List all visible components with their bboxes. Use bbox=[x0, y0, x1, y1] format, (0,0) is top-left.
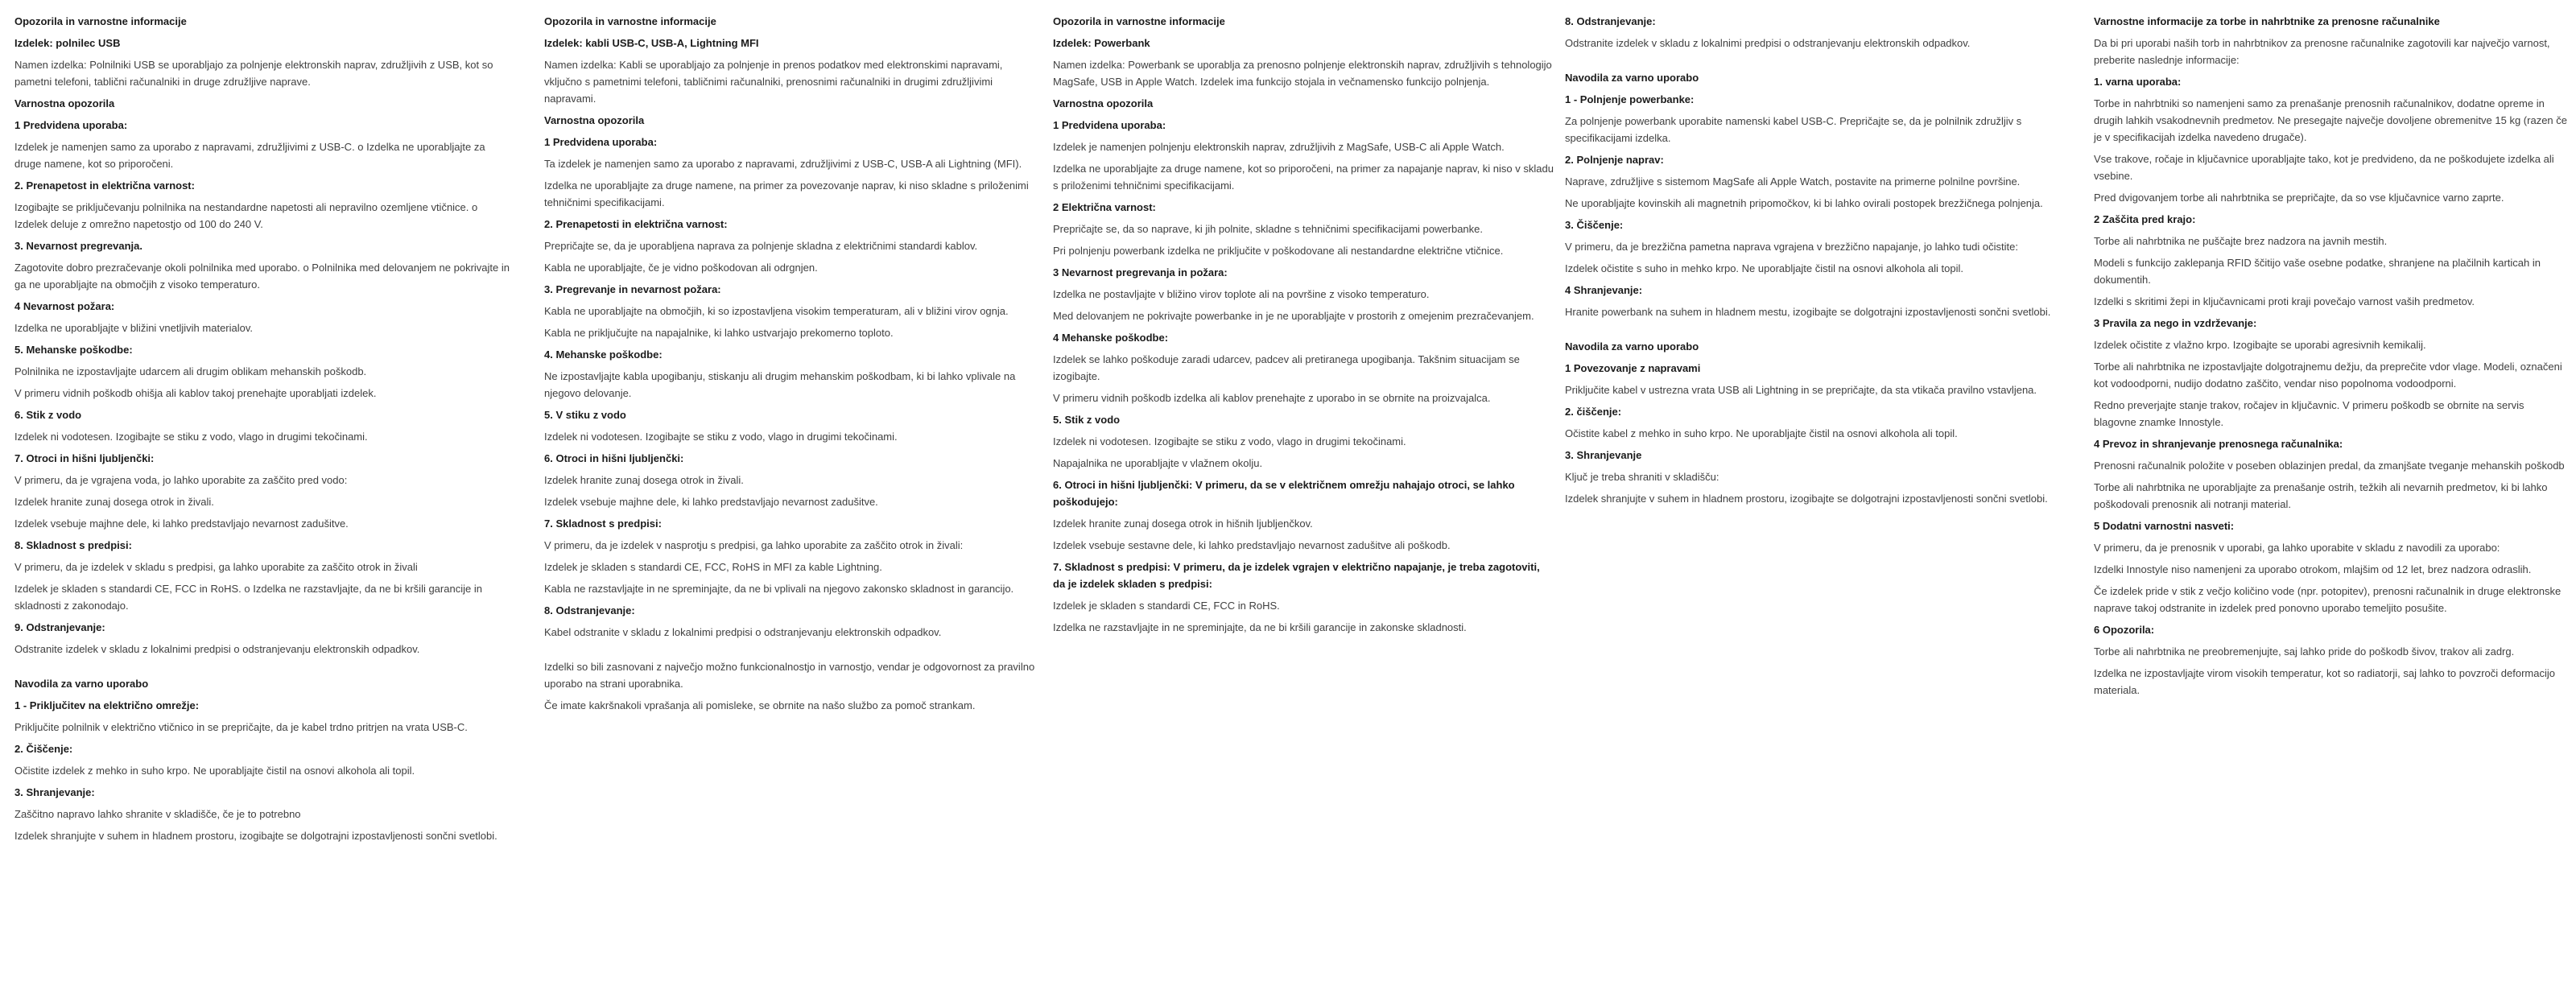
paragraph: Izdelek očistite z vlažno krpo. Izogibajte se uporabi agresivnih kemikalij. bbox=[2094, 339, 2426, 351]
paragraph: Izdelek vsebuje majhne dele, ki lahko predstavljajo nevarnost zadušitve. bbox=[544, 496, 878, 508]
paragraph: Izdelek vsebuje majhne dele, ki lahko predstavljajo nevarnost zadušitve. bbox=[14, 517, 349, 530]
paragraph: Da bi pri uporabi naših torb in nahrbtnikov za prenosne računalnike zagotovili kar največjo varnost, preberite naslednje informacije: bbox=[2094, 37, 2550, 66]
section-heading: 3. Shranjevanje bbox=[1565, 449, 1642, 461]
section-heading: Varnostne informacije za torbe in nahrbtnike za prenosne računalnike bbox=[2094, 15, 2440, 27]
paragraph: V primeru, da je izdelek v skladu s predpisi, ga lahko uporabite za zaščito otrok in živali bbox=[14, 561, 418, 573]
document-column-powerbank-usage bbox=[1565, 13, 2070, 512]
paragraph: Kabla ne uporabljajte, če je vidno poškodovan ali odrgnjen. bbox=[544, 262, 818, 274]
section-heading: 8. Skladnost s predpisi: bbox=[14, 539, 132, 551]
section-heading: Izdelek: kabli USB-C, USB-A, Lightning MFI bbox=[544, 37, 759, 49]
paragraph: Kabla ne uporabljajte na območjih, ki so izpostavljena visokim temperaturam, ali v bližini virov ognja. bbox=[544, 305, 1009, 317]
paragraph: Vse trakove, ročaje in ključavnice uporabljajte tako, kot je predvideno, da ne poškodujete izdelka ali vsebine. bbox=[2094, 153, 2554, 182]
paragraph: Namen izdelka: Powerbank se uporablja za prenosno polnjenje elektronskih naprav, združljivih s tehnologijo MagSafe, USB in Apple Watch. Izdelek ima funkcijo stojala in večnamensko funkcijo polnjenja. bbox=[1053, 59, 1552, 88]
section-heading: 7. Otroci in hišni ljubljenčki: bbox=[14, 452, 155, 464]
section-heading: Varnostna opozorila bbox=[1053, 97, 1154, 109]
section-heading: 8. Odstranjevanje: bbox=[1565, 15, 1656, 27]
paragraph: Izdelek shranjujte v suhem in hladnem prostoru, izogibajte se dolgotrajni izpostavljenosti sončni svetlobi. bbox=[14, 830, 497, 842]
paragraph: Prenosni računalnik položite v poseben oblazinjen predal, da zmanjšate tveganje mehanskih poškodb bbox=[2094, 460, 2565, 472]
section-heading: 1. varna uporaba: bbox=[2094, 76, 2182, 88]
paragraph: Izdelek je namenjen polnjenju elektronskih naprav, združljivih z MagSafe, USB-C ali Apple Watch. bbox=[1053, 141, 1505, 153]
document-column-powerbank bbox=[1053, 13, 1554, 641]
section-heading: 1 - Polnjenje powerbanke: bbox=[1565, 93, 1695, 105]
paragraph: Izdelki Innostyle niso namenjeni za uporabo otrokom, mlajšim od 12 let, brez nadzora odraslih. bbox=[2094, 563, 2532, 575]
paragraph: Izdelek hranite zunaj dosega otrok in živali. bbox=[544, 474, 744, 486]
section-heading: 4 Shranjevanje: bbox=[1565, 284, 1643, 296]
paragraph: Prepričajte se, da so naprave, ki jih polnite, skladne s tehničnimi specifikacijami powerbanke. bbox=[1053, 223, 1483, 235]
paragraph: Torbe ali nahrbtnika ne puščajte brez nadzora na javnih mestih. bbox=[2094, 235, 2388, 247]
document-column-usb-charger bbox=[14, 13, 514, 849]
section-heading: 6. Otroci in hišni ljubljenčki: bbox=[544, 452, 684, 464]
paragraph: Izdelek hranite zunaj dosega otrok in živali. bbox=[14, 496, 214, 508]
section-heading: 3 Nevarnost pregrevanja in požara: bbox=[1053, 266, 1228, 278]
section-heading: 9. Odstranjevanje: bbox=[14, 621, 105, 633]
paragraph: Izdelek je skladen s standardi CE, FCC in RoHS. bbox=[1053, 600, 1280, 612]
section-heading: 1 Predvidena uporaba: bbox=[1053, 119, 1166, 131]
paragraph: Izdelka ne uporabljajte za druge namene, na primer za povezovanje naprav, ki niso skladne s priloženimi tehničnimi specifikacijami. bbox=[544, 179, 1029, 208]
paragraph: Odstranite izdelek v skladu z lokalnimi predpisi o odstranjevanju elektronskih odpadkov. bbox=[14, 643, 420, 655]
section-heading: 5. V stiku z vodo bbox=[544, 409, 626, 421]
paragraph: Med delovanjem ne pokrivajte powerbanke in je ne uporabljajte v prostorih z omejenim prezračevanjem. bbox=[1053, 310, 1534, 322]
paragraph: Pri polnjenju powerbank izdelka ne priključite v poškodovane ali nestandardne električne vtičnice. bbox=[1053, 245, 1504, 257]
paragraph: Naprave, združljive s sistemom MagSafe ali Apple Watch, postavite na primerne polnilne površine. bbox=[1565, 175, 2021, 188]
paragraph: Namen izdelka: Polnilniki USB se uporabljajo za polnjenje elektronskih naprav, združljivih z USB, kot so pametni telefoni, tablični računalniki in druge združljive naprave. bbox=[14, 59, 493, 88]
paragraph: Izdelek je skladen s standardi CE, FCC, RoHS in MFI za kable Lightning. bbox=[544, 561, 882, 573]
paragraph: Torbe ali nahrbtnika ne izpostavljajte dolgotrajnemu dežju, da preprečite vdor vlage. Modeli, označeni kot vodoodporni, nudijo dodatno zaščito, vendar niso popolnoma vodoodporni. bbox=[2094, 361, 2562, 390]
section-heading: 3. Čiščenje: bbox=[1565, 219, 1624, 231]
paragraph: Izdelki so bili zasnovani z največjo možno funkcionalnostjo in varnostjo, vendar je odgovornost za pravilno uporabo na strani uporabnika. bbox=[544, 661, 1035, 690]
paragraph: Če izdelek pride v stik z večjo količino vode (npr. potopitev), prenosni računalnik in druge elektronske naprave takoj odstranite in izdelek pred ponovno uporabo temeljito posušite. bbox=[2094, 585, 2562, 614]
paragraph: Redno preverjajte stanje trakov, ročajev in ključavnic. V primeru poškodb se obrnite na servis blagovne znamke Innostyle. bbox=[2094, 399, 2524, 428]
section-heading: 1 - Priključitev na električno omrežje: bbox=[14, 699, 200, 711]
section-heading: 6. Stik z vodo bbox=[14, 409, 82, 421]
section-heading: Opozorila in varnostne informacije bbox=[14, 15, 187, 27]
paragraph: Izdelka ne uporabljajte za druge namene, kot so priporočeni, na primer za napajanje naprav, ki niso v skladu s priloženimi tehničnimi specifikacijami. bbox=[1053, 163, 1554, 192]
paragraph: Izdelek je namenjen samo za uporabo z napravami, združljivimi z USB-C. o Izdelka ne uporabljajte za druge namene, kot so priporočeni. bbox=[14, 141, 485, 170]
section-heading: 2 Zaščita pred krajo: bbox=[2094, 213, 2196, 225]
paragraph: Priključite polnilnik v električno vtičnico in se prepričajte, da je kabel trdno pritrjen na vrata USB-C. bbox=[14, 721, 468, 733]
paragraph: Izdelek hranite zunaj dosega otrok in hišnih ljubljenčkov. bbox=[1053, 517, 1313, 530]
section-heading: 5. Mehanske poškodbe: bbox=[14, 344, 133, 356]
paragraph: V primeru, da je brezžična pametna naprava vgrajena v brezžično napajanje, jo lahko tudi očistite: bbox=[1565, 241, 2018, 253]
paragraph: Očistite izdelek z mehko in suho krpo. Ne uporabljajte čistil na osnovi alkohola ali topil. bbox=[14, 765, 415, 777]
section-heading: 3. Shranjevanje: bbox=[14, 786, 95, 798]
document-column-laptop-bags bbox=[2094, 13, 2567, 703]
paragraph: V primeru, da je prenosnik v uporabi, ga lahko uporabite v skladu z navodili za uporabo: bbox=[2094, 542, 2500, 554]
section-heading: Opozorila in varnostne informacije bbox=[544, 15, 716, 27]
paragraph: Polnilnika ne izpostavljajte udarcem ali drugim oblikam mehanskih poškodb. bbox=[14, 365, 367, 377]
section-heading: Opozorila in varnostne informacije bbox=[1053, 15, 1225, 27]
paragraph: V primeru, da je izdelek v nasprotju s predpisi, ga lahko uporabite za zaščito otrok in živali: bbox=[544, 539, 964, 551]
paragraph: Izdelek je skladen s standardi CE, FCC in RoHS. o Izdelka ne razstavljajte, da ne bi kršili garancije in skladnosti z zakonodajo. bbox=[14, 583, 482, 612]
section-heading: Varnostna opozorila bbox=[544, 114, 645, 126]
section-heading: 5. Stik z vodo bbox=[1053, 414, 1121, 426]
paragraph: Izdelka ne uporabljajte v bližini vnetljivih materialov. bbox=[14, 322, 254, 334]
paragraph: Očistite kabel z mehko in suho krpo. Ne uporabljajte čistil na osnovi alkohola ali topil. bbox=[1565, 427, 1958, 439]
section-heading: 2 Električna varnost: bbox=[1053, 201, 1156, 213]
paragraph: Prepričajte se, da je uporabljena naprava za polnjenje skladna z električnimi standardi kablov. bbox=[544, 240, 978, 252]
section-heading: Izdelek: polnilec USB bbox=[14, 37, 121, 49]
section-heading: 2. Prenapetosti in električna varnost: bbox=[544, 218, 728, 230]
paragraph: Izdelka ne postavljajte v bližino virov toplote ali na površine z visoko temperaturo. bbox=[1053, 288, 1430, 300]
section-heading: 8. Odstranjevanje: bbox=[544, 604, 635, 616]
paragraph: Izdelek se lahko poškoduje zaradi udarcev, padcev ali pretiranega upogibanja. Takšnim situacijam se izogibajte. bbox=[1053, 353, 1520, 382]
section-heading: 2. Čiščenje: bbox=[14, 743, 73, 755]
paragraph: Torbe ali nahrbtnika ne preobremenjujte, saj lahko pride do poškodb šivov, trakov ali zadrg. bbox=[2094, 645, 2515, 658]
section-heading: Navodila za varno uporabo bbox=[1565, 340, 1699, 353]
paragraph: V primeru vidnih poškodb izdelka ali kablov prenehajte z uporabo in se obrnite na proizvajalca. bbox=[1053, 392, 1491, 404]
section-heading: 1 Povezovanje z napravami bbox=[1565, 362, 1701, 374]
section-heading: 4 Nevarnost požara: bbox=[14, 300, 115, 312]
paragraph: Priključite kabel v ustrezna vrata USB ali Lightning in se prepričajte, da sta vtikača pravilno vstavljena. bbox=[1565, 384, 2037, 396]
paragraph: Ne uporabljajte kovinskih ali magnetnih pripomočkov, ki bi lahko ovirali postopek brezžičnega polnjenja. bbox=[1565, 197, 2043, 209]
paragraph: Torbe in nahrbtniki so namenjeni samo za prenašanje prenosnih računalnikov, dodatne opreme in drugih lahkih vsakodnevnih predmetov. Ne presegajte največje dovoljene obremenitve 15 kg (razen če je v specifikacijah izdelka navedeno drugače). bbox=[2094, 97, 2567, 143]
document-column-cables bbox=[544, 13, 1038, 719]
paragraph: Izdelek ni vodotesen. Izogibajte se stiku z vodo, vlago in drugimi tekočinami. bbox=[544, 431, 898, 443]
paragraph: V primeru vidnih poškodb ohišja ali kablov takoj prenehajte uporabljati izdelek. bbox=[14, 387, 377, 399]
paragraph: Ključ je treba shraniti v skladišču: bbox=[1565, 471, 1719, 483]
section-heading: 4. Mehanske poškodbe: bbox=[544, 348, 663, 361]
section-heading: 4 Mehanske poškodbe: bbox=[1053, 332, 1169, 344]
paragraph: Kabel odstranite v skladu z lokalnimi predpisi o odstranjevanju elektronskih odpadkov. bbox=[544, 626, 942, 638]
paragraph: Torbe ali nahrbtnika ne uporabljajte za prenašanje ostrih, težkih ali nevarnih predmetov, ki bi lahko poškodovali prenosnik ali notranji material. bbox=[2094, 481, 2548, 510]
paragraph: Izdelek očistite s suho in mehko krpo. Ne uporabljajte čistil na osnovi alkohola ali topil. bbox=[1565, 262, 1963, 274]
paragraph: Kabla ne priključujte na napajalnike, ki lahko ustvarjajo prekomerno toploto. bbox=[544, 327, 894, 339]
section-heading: 7. Skladnost s predpisi: bbox=[544, 517, 662, 530]
paragraph: Izdelek shranjujte v suhem in hladnem prostoru, izogibajte se dolgotrajni izpostavljenosti sončni svetlobi. bbox=[1565, 493, 2048, 505]
section-heading: 2. Prenapetost in električna varnost: bbox=[14, 179, 195, 192]
section-heading: 2. Polnjenje naprav: bbox=[1565, 154, 1664, 166]
paragraph: Izdelki s skritimi žepi in ključavnicami proti kraji povečajo varnost vaših predmetov. bbox=[2094, 295, 2475, 307]
section-heading: 5 Dodatni varnostni nasveti: bbox=[2094, 520, 2235, 532]
section-heading: 4 Prevoz in shranjevanje prenosnega računalnika: bbox=[2094, 438, 2343, 450]
section-heading: 6 Opozorila: bbox=[2094, 624, 2155, 636]
paragraph: Izdelka ne izpostavljajte virom visokih temperatur, kot so radiatorji, saj lahko to povzroči deformacijo materiala. bbox=[2094, 667, 2555, 696]
paragraph: Odstranite izdelek v skladu z lokalnimi predpisi o odstranjevanju elektronskih odpadkov. bbox=[1565, 37, 1971, 49]
paragraph: Ta izdelek je namenjen samo za uporabo z napravami, združljivimi z USB-C, USB-A ali Lightning (MFI). bbox=[544, 158, 1022, 170]
paragraph: Napajalnika ne uporabljajte v vlažnem okolju. bbox=[1053, 457, 1263, 469]
section-heading: Izdelek: Powerbank bbox=[1053, 37, 1150, 49]
section-heading: Navodila za varno uporabo bbox=[14, 678, 149, 690]
paragraph: Ne izpostavljajte kabla upogibanju, stiskanju ali drugim mehanskim poškodbam, ki bi lahko vplivale na njegovo delovanje. bbox=[544, 370, 1016, 399]
section-heading: 1 Predvidena uporaba: bbox=[544, 136, 658, 148]
paragraph: Pred dvigovanjem torbe ali nahrbtnika se prepričajte, da so vse ključavnice varno zaprte. bbox=[2094, 192, 2504, 204]
section-heading: 7. Skladnost s predpisi: V primeru, da je izdelek vgrajen v električno napajanje, je treba zagotoviti, da je izdelek skladen s predpisi: bbox=[1053, 561, 1540, 590]
section-heading: 3. Nevarnost pregrevanja. bbox=[14, 240, 142, 252]
paragraph: V primeru, da je vgrajena voda, jo lahko uporabite za zaščito pred vodo: bbox=[14, 474, 348, 486]
section-heading: 6. Otroci in hišni ljubljenčki: V primeru, da se v električnem omrežju nahajajo otroci, se lahko poškodujejo: bbox=[1053, 479, 1515, 508]
paragraph: Izogibajte se priključevanju polnilnika na nestandardne napetosti ali nepravilno ozemljene vtičnice. o Izdelek deluje z omrežno napetostjo od 100 do 240 V. bbox=[14, 201, 478, 230]
section-heading: Varnostna opozorila bbox=[14, 97, 115, 109]
section-heading: 3 Pravila za nego in vzdrževanje: bbox=[2094, 317, 2257, 329]
paragraph: Hranite powerbank na suhem in hladnem mestu, izogibajte se dolgotrajni izpostavljenosti sončni svetlobi. bbox=[1565, 306, 2051, 318]
paragraph: Izdelka ne razstavljajte in ne spreminjajte, da ne bi kršili garancije in zakonske skladnosti. bbox=[1053, 621, 1467, 633]
paragraph: Kabla ne razstavljajte in ne spreminjajte, da ne bi vplivali na njegovo zakonsko skladnost in garancijo. bbox=[544, 583, 1014, 595]
paragraph: Zaščitno napravo lahko shranite v skladišče, če je to potrebno bbox=[14, 808, 301, 820]
section-heading: 1 Predvidena uporaba: bbox=[14, 119, 128, 131]
paragraph: Namen izdelka: Kabli se uporabljajo za polnjenje in prenos podatkov med elektronskimi napravami, vključno s pametnimi telefoni, tabličnimi računalniki, prenosnimi računalniki in drugimi združljivimi napravami. bbox=[544, 59, 1003, 105]
section-heading: 2. čiščenje: bbox=[1565, 406, 1622, 418]
paragraph: Izdelek vsebuje sestavne dele, ki lahko predstavljajo nevarnost zadušitve ali poškodb. bbox=[1053, 539, 1451, 551]
section-heading: 3. Pregrevanje in nevarnost požara: bbox=[544, 283, 721, 295]
paragraph: Za polnjenje powerbank uporabite namenski kabel USB-C. Prepričajte se, da je polnilnik združljiv s specifikacijami izdelka. bbox=[1565, 115, 2022, 144]
section-heading: Navodila za varno uporabo bbox=[1565, 72, 1699, 84]
paragraph: Izdelek ni vodotesen. Izogibajte se stiku z vodo, vlago in drugimi tekočinami. bbox=[14, 431, 368, 443]
paragraph: Izdelek ni vodotesen. Izogibajte se stiku z vodo, vlago in drugimi tekočinami. bbox=[1053, 435, 1406, 447]
paragraph: Zagotovite dobro prezračevanje okoli polnilnika med uporabo. o Polnilnika med delovanjem ne pokrivajte in ga ne uporabljajte na območjih z visoko temperaturo. bbox=[14, 262, 510, 291]
paragraph: Če imate kakršnakoli vprašanja ali pomisleke, se obrnite na našo službo za pomoč strankam. bbox=[544, 699, 976, 711]
paragraph: Modeli s funkcijo zaklepanja RFID ščitijo vaše osebne podatke, shranjene na plačilnih karticah in dokumentih. bbox=[2094, 257, 2541, 286]
